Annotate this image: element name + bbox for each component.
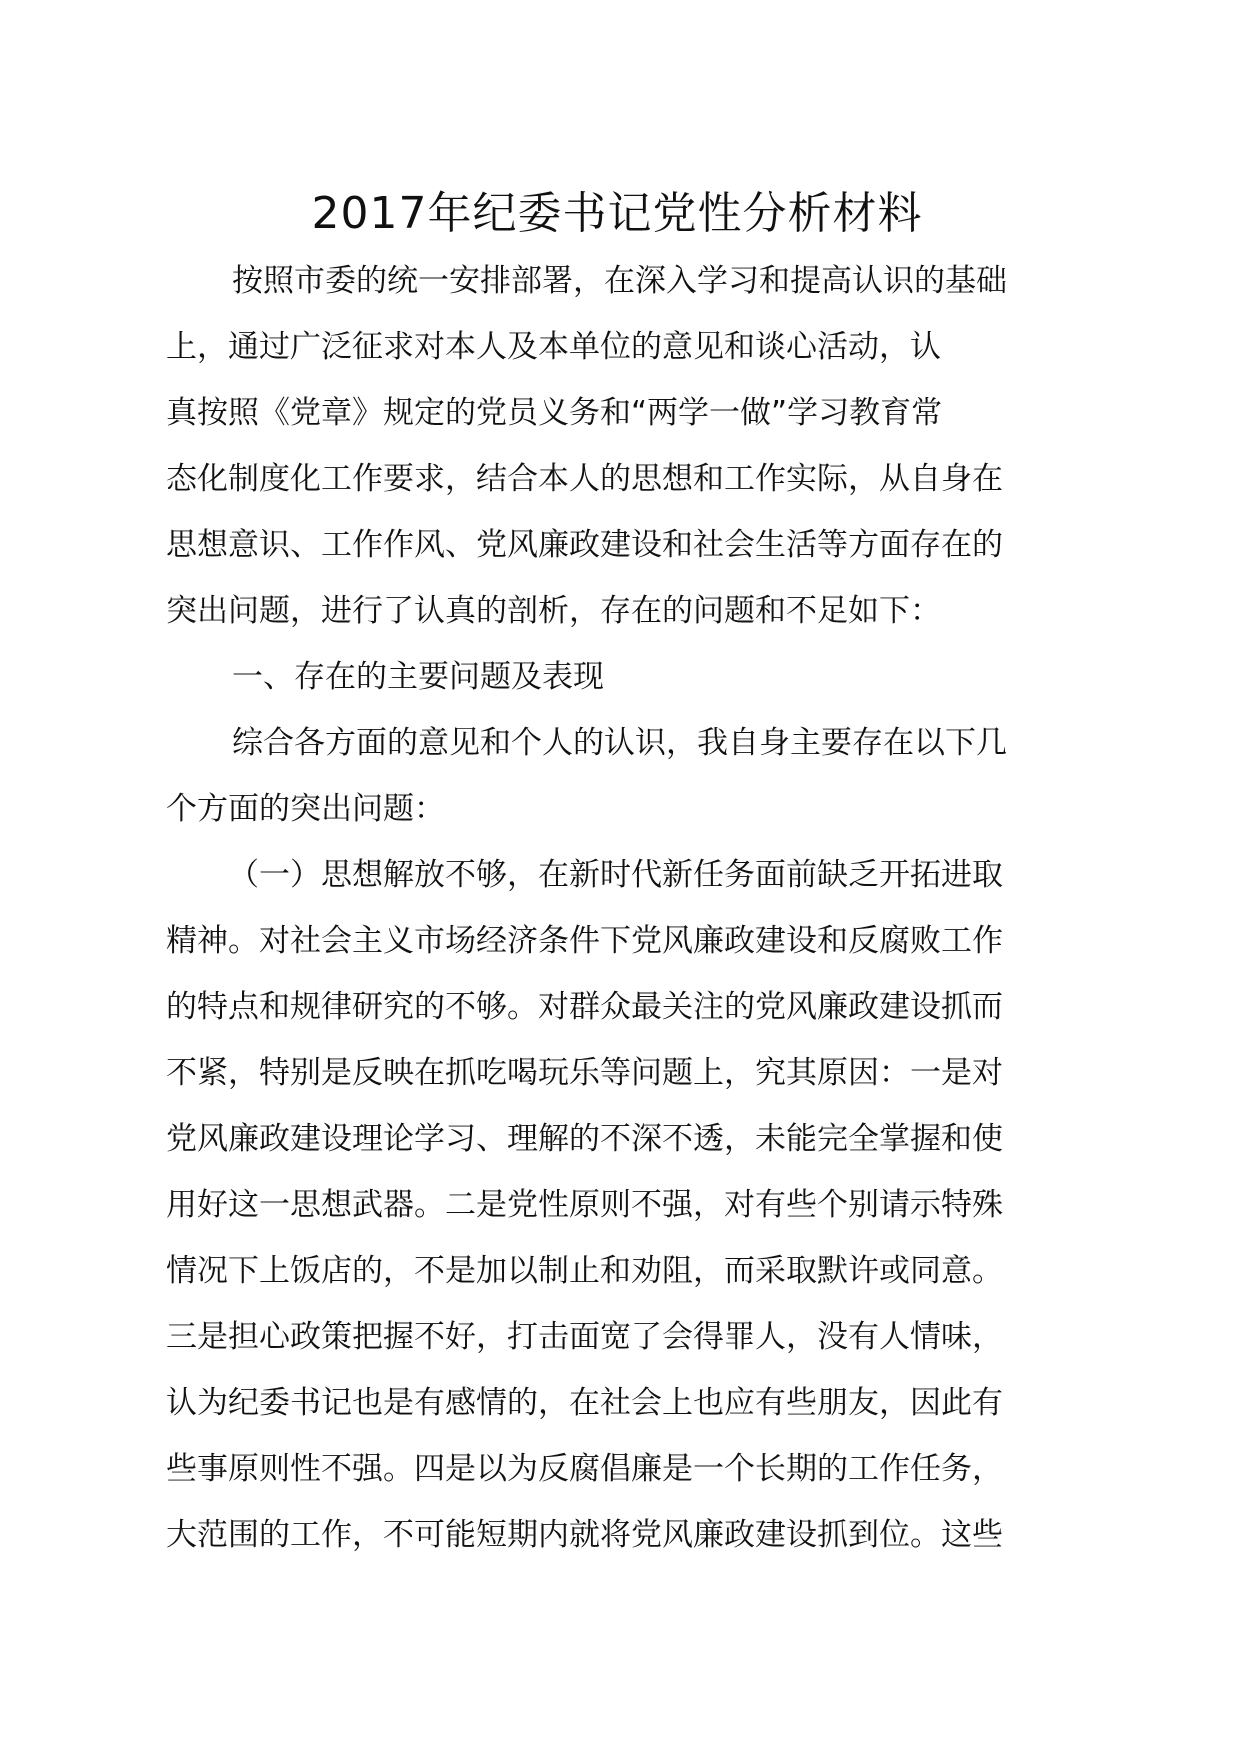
document-body: [166, 248, 1076, 1568]
section-heading: 一、存在的主要问题及表现: [232, 659, 604, 695]
paragraph-line: 个方面的突出问题：: [166, 791, 445, 827]
paragraph-line: 突出问题，进行了认真的剖析，存在的问题和不足如下：: [166, 593, 941, 629]
paragraph-line: 上，通过广泛征求对本人及本单位的意见和谈心活动，认: [166, 329, 941, 365]
paragraph-line: 综合各方面的意见和个人的认识，我自身主要存在以下几: [232, 725, 1007, 761]
paragraph-line: 用好这一思想武器。二是党性原则不强，对有些个别请示特殊: [166, 1187, 1003, 1223]
paragraph-line: 不紧，特别是反映在抓吃喝玩乐等问题上，究其原因：一是对: [166, 1055, 1003, 1091]
paragraph-line: 态化制度化工作要求，结合本人的思想和工作实际，从自身在: [166, 461, 1003, 497]
paragraph-line: 党风廉政建设理论学习、理解的不深不透，未能完全掌握和使: [166, 1121, 1003, 1157]
paragraph-line: 大范围的工作，不可能短期内就将党风廉政建设抓到位。这些: [166, 1517, 1003, 1553]
paragraph-line: 认为纪委书记也是有感情的，在社会上也应有些朋友，因此有: [166, 1385, 1003, 1421]
paragraph-line: 些事原则性不强。四是以为反腐倡廉是一个长期的工作任务，: [166, 1451, 1003, 1487]
paragraph-line: 按照市委的统一安排部署，在深入学习和提高认识的基础: [232, 263, 1007, 299]
paragraph-line: 情况下上饭店的，不是加以制止和劝阻，而采取默许或同意。: [166, 1253, 1003, 1289]
paragraph-line: 思想意识、工作作风、党风廉政建设和社会生活等方面存在的: [166, 527, 1003, 563]
paragraph-line: 真按照《党章》规定的党员义务和“两学一做”学习教育常: [166, 395, 943, 431]
subsection-line: （一）思想解放不够，在新时代新任务面前缺乏开拓进取: [228, 857, 1003, 893]
paragraph-line: 的特点和规律研究的不够。对群众最关注的党风廉政建设抓而: [166, 989, 1003, 1025]
document-title: 2017年纪委书记党性分析材料: [311, 188, 923, 239]
paragraph-line: 精神。对社会主义市场经济条件下党风廉政建设和反腐败工作: [166, 923, 1003, 959]
paragraph-line: 三是担心政策把握不好，打击面宽了会得罪人，没有人情味，: [166, 1319, 1003, 1355]
